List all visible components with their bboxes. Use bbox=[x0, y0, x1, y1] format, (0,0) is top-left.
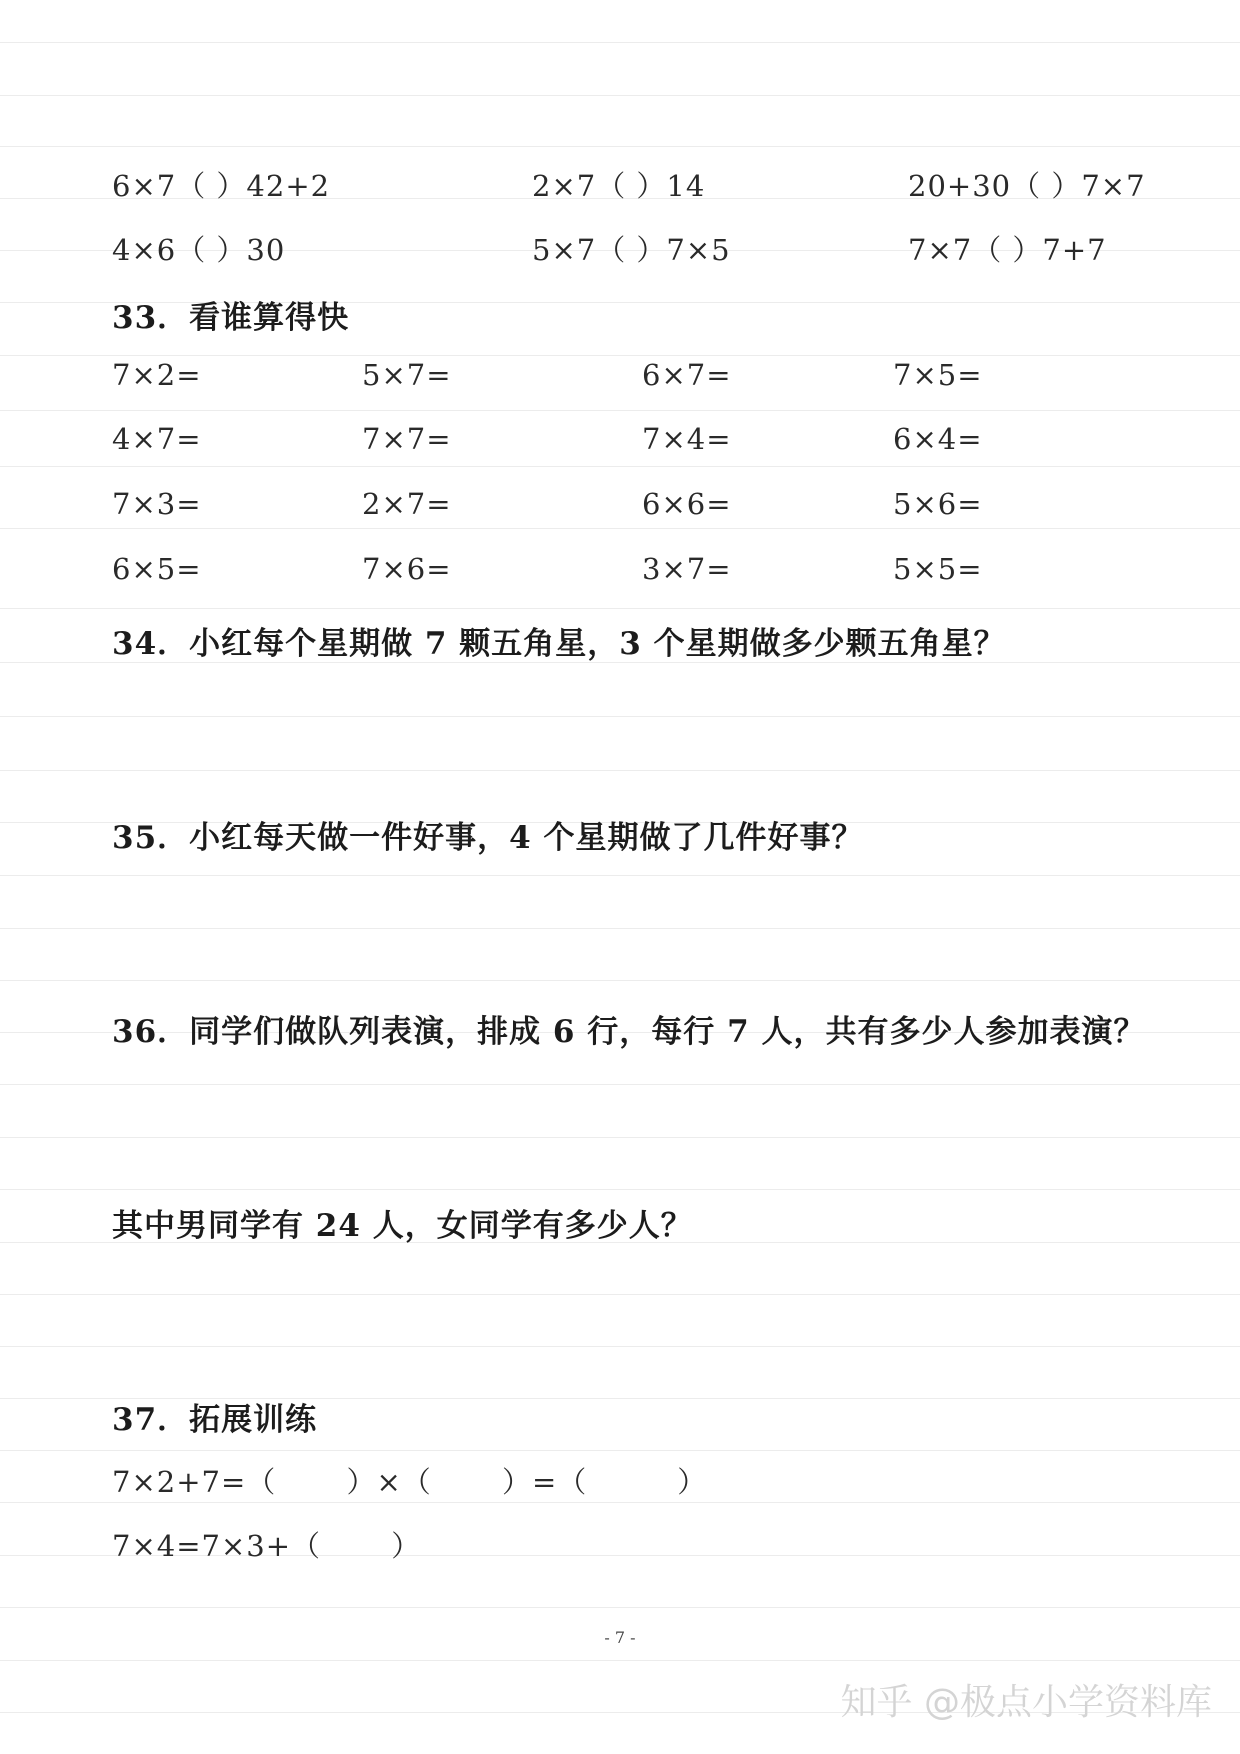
calc-item: 6×4= bbox=[893, 422, 983, 456]
compare-item: 20+30（ ）7×7 bbox=[908, 169, 1146, 203]
q35-text: 35．小红每天做一件好事，4 个星期做了几件好事？ bbox=[112, 820, 864, 856]
calc-item: 6×6= bbox=[642, 487, 732, 521]
q34-text: 34．小红每个星期做 7 颗五角星，3 个星期做多少颗五角星？ bbox=[112, 626, 1006, 662]
calc-item: 7×6= bbox=[362, 552, 452, 586]
page-number: - 7 - bbox=[604, 1628, 636, 1647]
compare-item: 2×7（ ）14 bbox=[532, 169, 706, 203]
calc-item: 7×2= bbox=[112, 358, 202, 392]
q36-followup: 其中男同学有 24 人，女同学有多少人？ bbox=[112, 1208, 693, 1244]
calc-item: 7×4= bbox=[642, 422, 732, 456]
compare-item: 5×7（ ）7×5 bbox=[532, 233, 731, 267]
calc-item: 2×7= bbox=[362, 487, 452, 521]
q36-text: 36．同学们做队列表演，排成 6 行，每行 7 人，共有多少人参加表演？ bbox=[112, 1014, 1146, 1050]
calc-item: 5×6= bbox=[893, 487, 983, 521]
q37-line-1: 7×2+7=（ ）×（ ）=（ ） bbox=[112, 1465, 708, 1499]
calc-item: 5×7= bbox=[362, 358, 452, 392]
calc-item: 7×5= bbox=[893, 358, 983, 392]
compare-item: 6×7（ ）42+2 bbox=[112, 169, 331, 203]
calc-item: 7×3= bbox=[112, 487, 202, 521]
calc-item: 5×5= bbox=[893, 552, 983, 586]
q33-title: 33．看谁算得快 bbox=[112, 300, 350, 336]
q37-title: 37．拓展训练 bbox=[112, 1402, 318, 1438]
calc-item: 3×7= bbox=[642, 552, 732, 586]
q37-line-2: 7×4=7×3+（ ） bbox=[112, 1529, 422, 1563]
compare-item: 4×6（ ）30 bbox=[112, 233, 286, 267]
calc-item: 7×7= bbox=[362, 422, 452, 456]
compare-item: 7×7（ ）7+7 bbox=[908, 233, 1107, 267]
calc-item: 6×5= bbox=[112, 552, 202, 586]
calc-item: 4×7= bbox=[112, 422, 202, 456]
watermark: 知乎 @极点小学资料库 bbox=[840, 1682, 1212, 1723]
calc-item: 6×7= bbox=[642, 358, 732, 392]
